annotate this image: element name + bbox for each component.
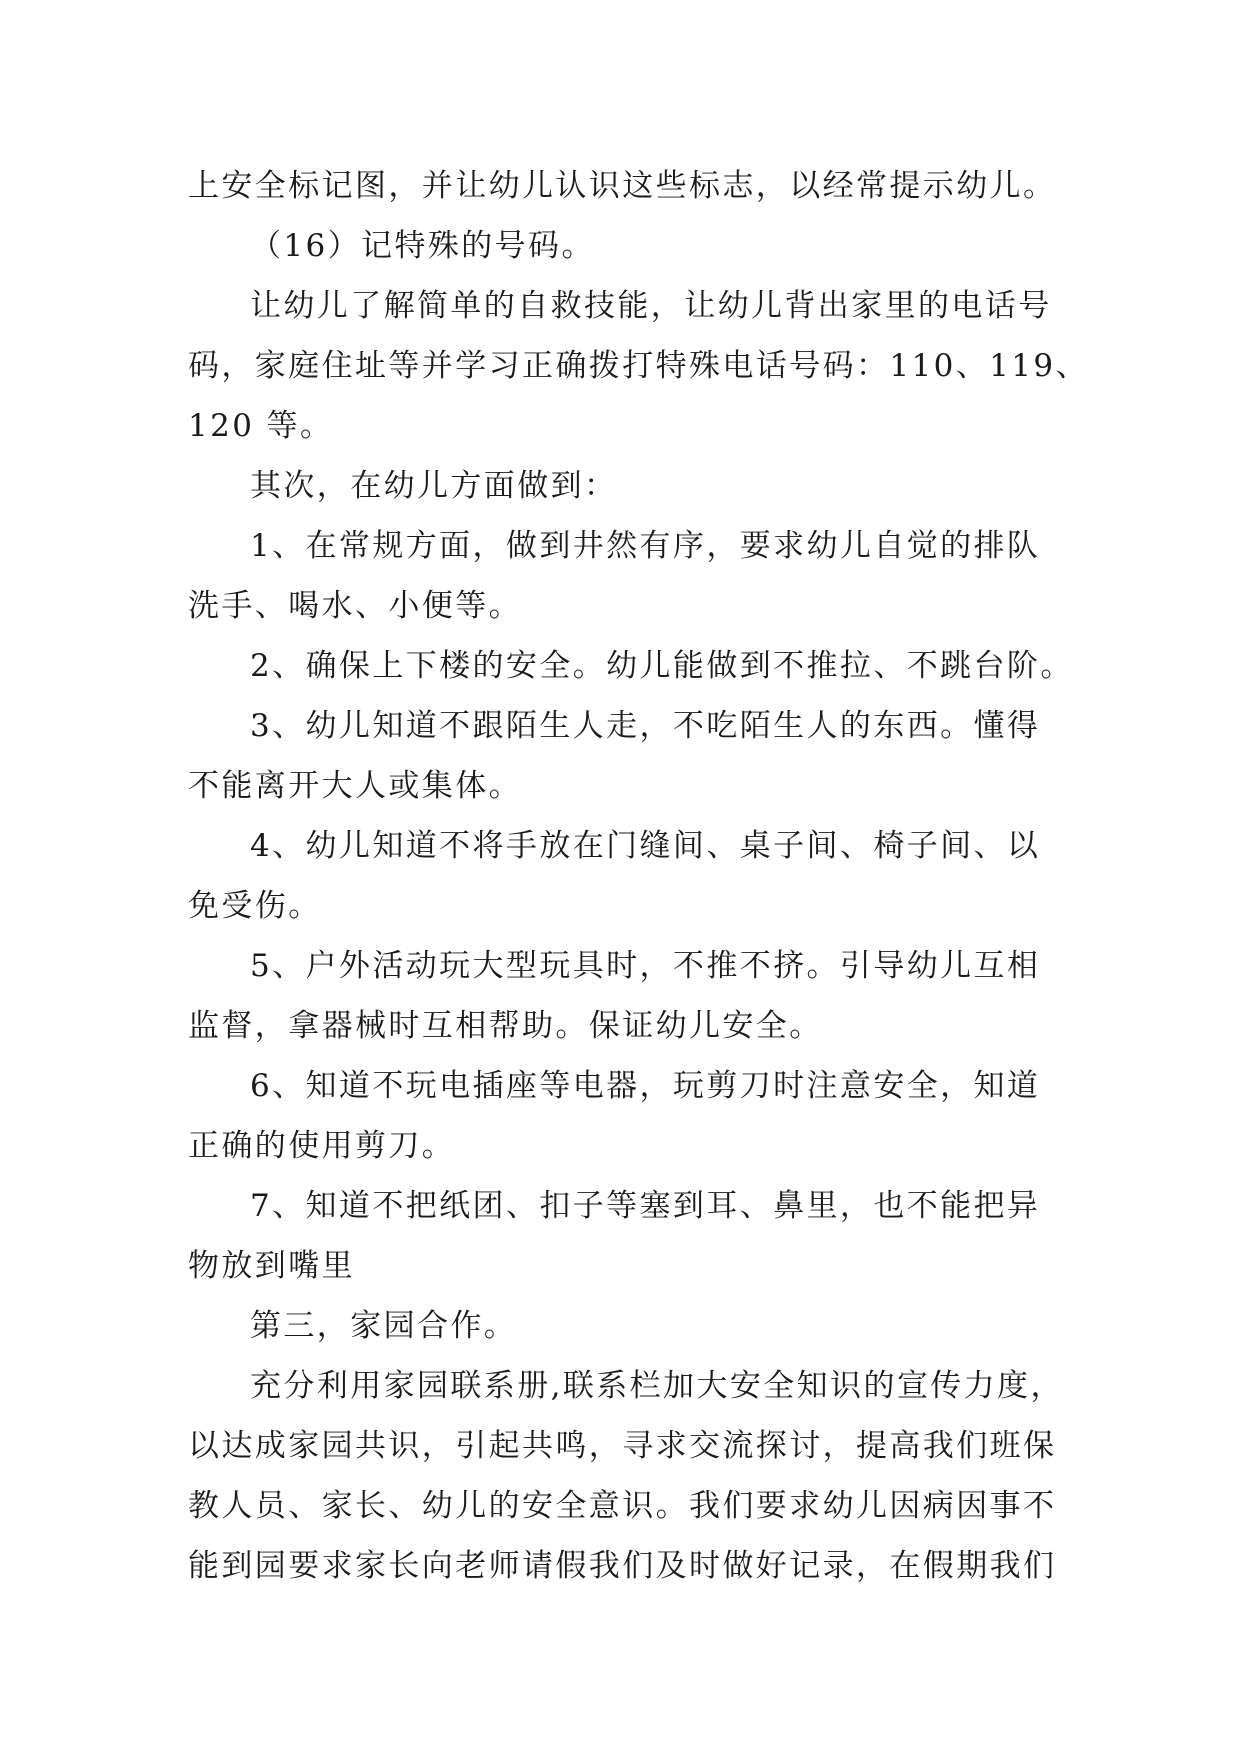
text-line: 120 等。	[188, 408, 334, 444]
text-line: 第三，家园合作。	[250, 1308, 518, 1344]
text-line: 其次，在幼儿方面做到：	[250, 468, 618, 504]
text-line: 教人员、家长、幼儿的安全意识。我们要求幼儿因病因事不	[188, 1488, 1057, 1524]
text-line: 能到园要求家长向老师请假我们及时做好记录，在假期我们	[188, 1548, 1057, 1584]
text-line: 1、在常规方面，做到井然有序，要求幼儿自觉的排队	[250, 528, 1041, 564]
text-line: 让幼儿了解简单的自救技能，让幼儿背出家里的电话号	[250, 288, 1052, 324]
text-line: 上安全标记图，并让幼儿认识这些标志，以经常提示幼儿。	[188, 168, 1057, 204]
text-line: 物放到嘴里	[188, 1248, 355, 1284]
text-line: 5、户外活动玩大型玩具时，不推不挤。引导幼儿互相	[250, 948, 1041, 984]
text-line: 码，家庭住址等并学习正确拨打特殊电话号码：110、119、	[188, 348, 1089, 384]
text-line: 监督，拿器械时互相帮助。保证幼儿安全。	[188, 1008, 823, 1044]
text-line: 6、知道不玩电插座等电器，玩剪刀时注意安全，知道	[250, 1068, 1041, 1104]
text-line: 2、确保上下楼的安全。幼儿能做到不推拉、不跳台阶。	[250, 648, 1074, 684]
text-line: 洗手、喝水、小便等。	[188, 588, 522, 624]
text-line: 免受伤。	[188, 888, 322, 924]
text-line: 充分利用家园联系册,联系栏加大安全知识的宣传力度，	[250, 1368, 1064, 1404]
text-line: 4、幼儿知道不将手放在门缝间、桌子间、椅子间、以	[250, 828, 1041, 864]
text-line: 3、幼儿知道不跟陌生人走，不吃陌生人的东西。懂得	[250, 708, 1041, 744]
text-line: （16）记特殊的号码。	[250, 228, 595, 264]
text-line: 以达成家园共识，引起共鸣，寻求交流探讨，提高我们班保	[188, 1428, 1057, 1464]
text-line: 7、知道不把纸团、扣子等塞到耳、鼻里，也不能把异	[250, 1188, 1041, 1224]
text-line: 不能离开大人或集体。	[188, 768, 522, 804]
text-line: 正确的使用剪刀。	[188, 1128, 456, 1164]
